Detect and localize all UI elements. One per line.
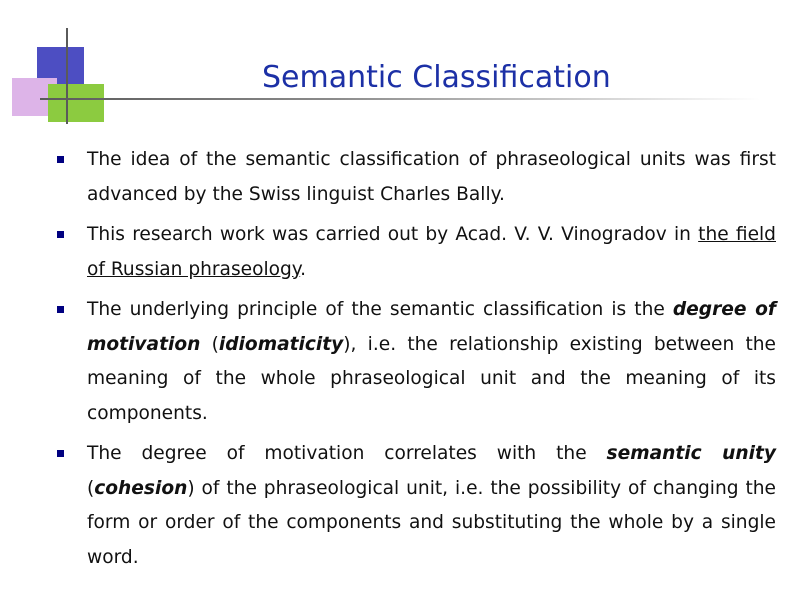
bullet-text: This research work was carried out by Acad. V. V. Vinogradov in: [87, 224, 699, 245]
bullet-text: (: [200, 333, 219, 355]
bullet-square-icon: [57, 156, 64, 163]
bullet-text: The underlying principle of the semantic classification is the: [87, 299, 673, 320]
term-semantic-unity: semantic unity: [606, 443, 776, 464]
bullet-square-icon: [57, 450, 64, 457]
decor-green-square: [48, 84, 104, 122]
term-idiomaticity: idiomaticity: [218, 333, 344, 355]
bullet-square-icon: [57, 306, 64, 313]
bullet-text: ) of the phraseological unit, i.e. the possibility of changing the form or order of the components and substituting the whole by a single word.: [87, 477, 776, 568]
bullet-text: The idea of the semantic classification of phraseological units was first advanced by the Swiss linguist Charles Bally.: [87, 149, 776, 205]
hyperlink-russian-phraseology[interactable]: the field of Russian phraseology: [87, 224, 776, 280]
term-degree-of-motivation: degree of motivation: [87, 299, 776, 355]
bullet-item: [54, 218, 776, 287]
decor-horizontal-line: [40, 98, 760, 100]
bullet-text: ), i.e. the relationship existing between the meaning of the whole phraseological unit and the meaning of its components.: [87, 333, 777, 424]
decor-vertical-line: [66, 28, 68, 124]
slide-title: Semantic Classification: [262, 60, 611, 95]
bullet-text: The degree of motivation correlates with the: [87, 443, 607, 464]
bullet-text: (: [87, 477, 95, 499]
bullet-item: [54, 437, 776, 575]
bullet-list: [54, 143, 776, 581]
bullet-text-end: .: [300, 258, 307, 280]
term-cohesion: cohesion: [94, 477, 188, 499]
bullet-item: [54, 293, 776, 431]
bullet-item: [54, 143, 776, 212]
bullet-square-icon: [57, 231, 64, 238]
